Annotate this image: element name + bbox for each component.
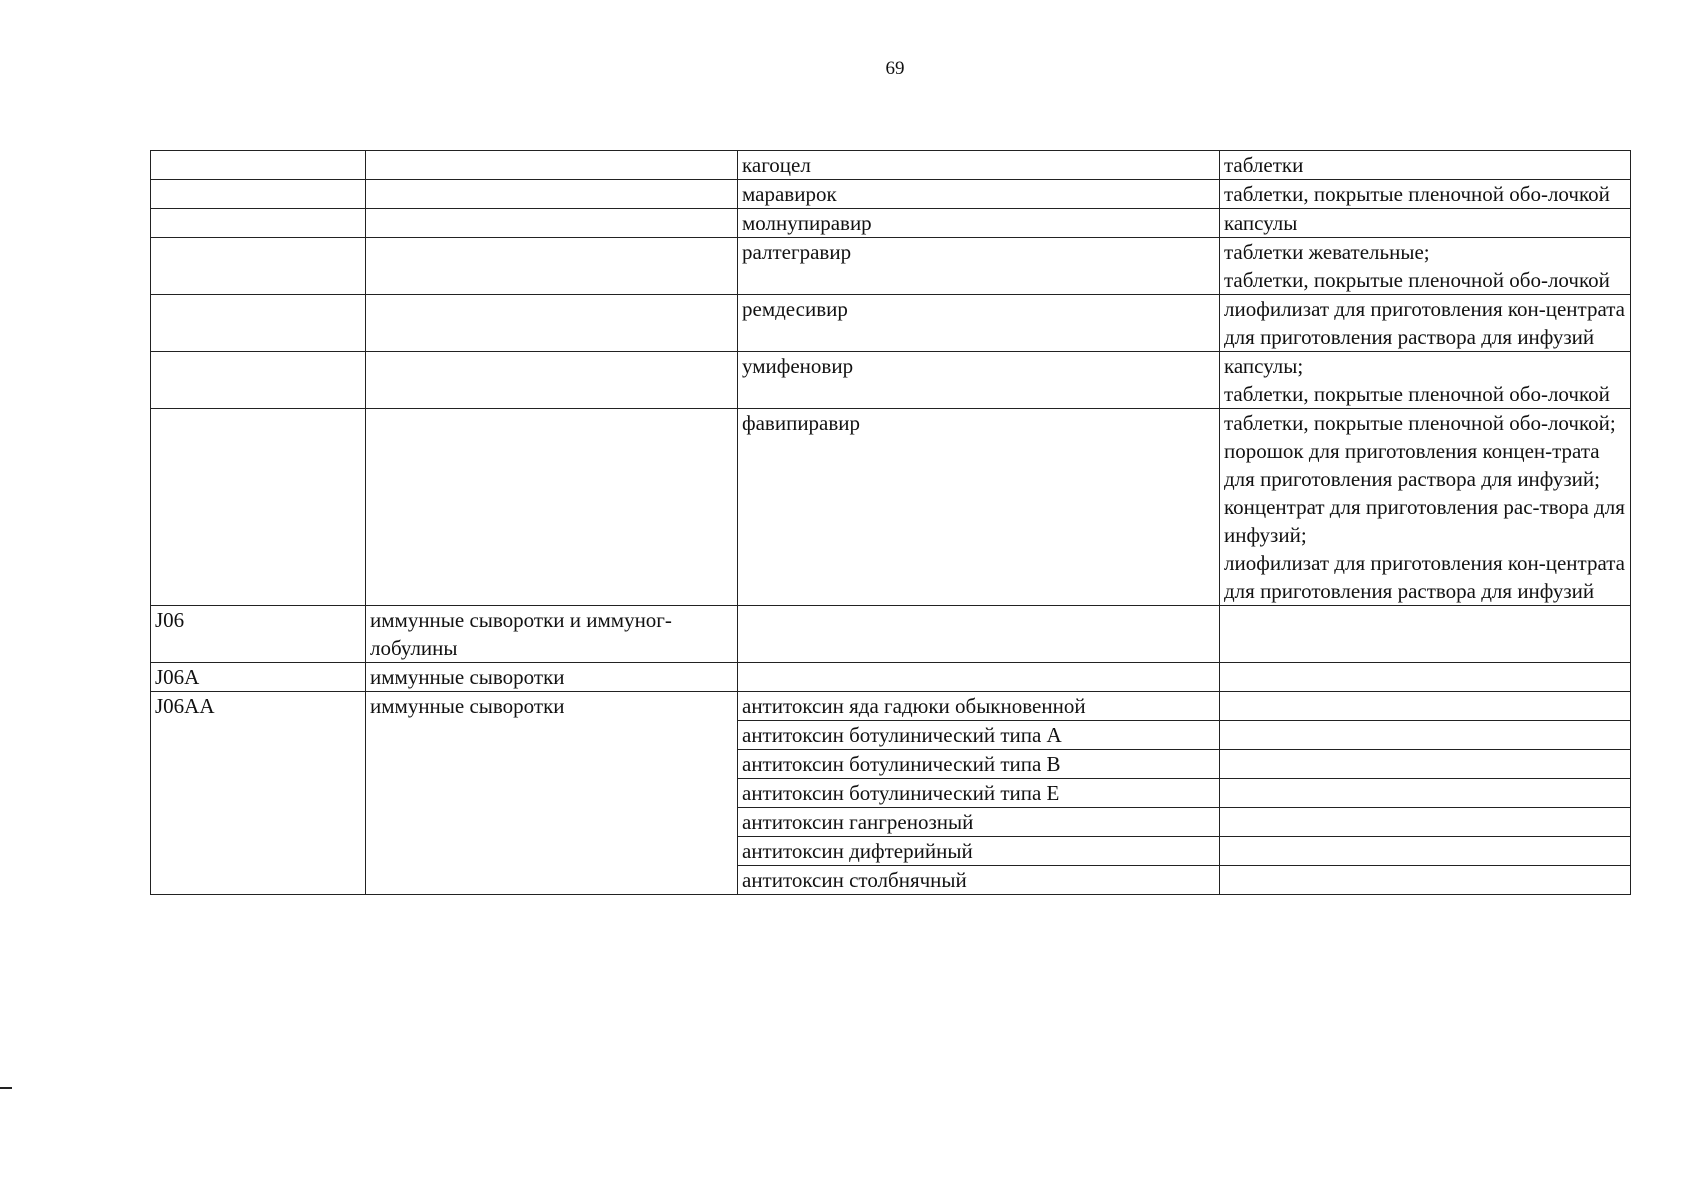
atc-code-cell bbox=[151, 209, 366, 238]
dosage-forms-cell bbox=[1220, 180, 1631, 209]
drug-name-cell: антитоксин ботулинический типа Е bbox=[738, 779, 1220, 808]
drug-name-cell: ралтегравир bbox=[738, 238, 1220, 295]
dosage-forms-cell bbox=[1220, 750, 1631, 779]
atc-group-cell bbox=[366, 209, 738, 238]
table-row bbox=[151, 606, 1631, 663]
dosage-forms-cell bbox=[1220, 692, 1631, 721]
table-row bbox=[151, 295, 1631, 352]
table-row bbox=[151, 180, 1631, 209]
dosage-forms-cell bbox=[1220, 866, 1631, 895]
drug-name-cell: кагоцел bbox=[738, 151, 1220, 180]
drug-name-cell: антитоксин яда гадюки обыкновенной bbox=[738, 692, 1220, 721]
table-row bbox=[151, 692, 1631, 721]
atc-group-cell bbox=[366, 238, 738, 295]
dosage-form-item: капсулы; bbox=[1224, 354, 1304, 378]
atc-group-cell: иммунные сыворотки и иммуног-лобулины bbox=[366, 606, 738, 663]
drug-name-cell bbox=[738, 663, 1220, 692]
dosage-forms-cell bbox=[1220, 151, 1631, 180]
margin-mark bbox=[0, 1087, 12, 1089]
drug-name-cell: антитоксин ботулинический типа А bbox=[738, 721, 1220, 750]
atc-code-cell bbox=[151, 151, 366, 180]
atc-code-cell: J06 bbox=[151, 606, 366, 663]
dosage-form-item: капсулы bbox=[1224, 211, 1298, 235]
atc-group-cell: иммунные сыворотки bbox=[366, 692, 738, 895]
drug-name-cell: антитоксин гангренозный bbox=[738, 808, 1220, 837]
dosage-forms-cell bbox=[1220, 352, 1631, 409]
dosage-form-item: таблетки, покрытые пленочной обо-лочкой bbox=[1224, 268, 1610, 292]
dosage-form-item: таблетки, покрытые пленочной обо-лочкой; bbox=[1224, 411, 1616, 435]
atc-code-cell bbox=[151, 295, 366, 352]
dosage-form-item: концентрат для приготовления рас-твора для инфузий; bbox=[1224, 495, 1625, 547]
drug-name-cell: антитоксин дифтерийный bbox=[738, 837, 1220, 866]
drug-name-cell: фавипиравир bbox=[738, 409, 1220, 606]
dosage-forms-cell bbox=[1220, 779, 1631, 808]
atc-code-cell bbox=[151, 238, 366, 295]
table-row bbox=[151, 352, 1631, 409]
drug-name-cell: маравирок bbox=[738, 180, 1220, 209]
drug-name-cell: ремдесивир bbox=[738, 295, 1220, 352]
atc-code-cell: J06A bbox=[151, 663, 366, 692]
dosage-forms-list bbox=[1224, 151, 1627, 179]
dosage-forms-cell bbox=[1220, 209, 1631, 238]
atc-code-cell bbox=[151, 409, 366, 606]
dosage-form-item: таблетки bbox=[1224, 153, 1304, 177]
atc-group-cell bbox=[366, 180, 738, 209]
atc-group-cell bbox=[366, 409, 738, 606]
drug-name-cell: антитоксин столбнячный bbox=[738, 866, 1220, 895]
dosage-forms-cell bbox=[1220, 837, 1631, 866]
table-row bbox=[151, 409, 1631, 606]
dosage-forms-list bbox=[1224, 352, 1627, 408]
dosage-forms-cell bbox=[1220, 409, 1631, 606]
dosage-forms-list bbox=[1224, 295, 1627, 351]
table-row bbox=[151, 209, 1631, 238]
table-row bbox=[151, 663, 1631, 692]
drug-name-cell: умифеновир bbox=[738, 352, 1220, 409]
atc-group-cell: иммунные сыворотки bbox=[366, 663, 738, 692]
dosage-forms-list bbox=[1224, 409, 1627, 605]
dosage-form-item: лиофилизат для приготовления кон-центрата для приготовления раствора для инфузий bbox=[1224, 297, 1625, 349]
table-row bbox=[151, 151, 1631, 180]
drug-name-cell bbox=[738, 606, 1220, 663]
dosage-forms-list bbox=[1224, 238, 1627, 294]
page-number: 69 bbox=[885, 58, 905, 79]
atc-code-cell: J06AA bbox=[151, 692, 366, 895]
atc-code-cell bbox=[151, 352, 366, 409]
atc-group-cell bbox=[366, 295, 738, 352]
table-row bbox=[151, 238, 1631, 295]
dosage-forms-cell bbox=[1220, 295, 1631, 352]
atc-group-cell bbox=[366, 352, 738, 409]
drug-name-cell: молнупиравир bbox=[738, 209, 1220, 238]
dosage-form-item: порошок для приготовления концен-трата для приготовления раствора для инфузий; bbox=[1224, 439, 1600, 491]
dosage-forms-list bbox=[1224, 180, 1627, 208]
atc-code-cell bbox=[151, 180, 366, 209]
dosage-forms-list bbox=[1224, 209, 1627, 237]
atc-group-cell bbox=[366, 151, 738, 180]
dosage-forms-cell bbox=[1220, 238, 1631, 295]
drug-table-body bbox=[151, 151, 1631, 895]
dosage-forms-cell bbox=[1220, 606, 1631, 663]
dosage-form-item: таблетки, покрытые пленочной обо-лочкой bbox=[1224, 182, 1610, 206]
dosage-forms-cell bbox=[1220, 663, 1631, 692]
dosage-form-item: таблетки жевательные; bbox=[1224, 240, 1430, 264]
dosage-form-item: лиофилизат для приготовления кон-центрата для приготовления раствора для инфузий bbox=[1224, 551, 1625, 603]
dosage-forms-cell bbox=[1220, 721, 1631, 750]
drug-name-cell: антитоксин ботулинический типа В bbox=[738, 750, 1220, 779]
dosage-form-item: таблетки, покрытые пленочной обо-лочкой bbox=[1224, 382, 1610, 406]
drug-table bbox=[150, 150, 1631, 895]
dosage-forms-cell bbox=[1220, 808, 1631, 837]
